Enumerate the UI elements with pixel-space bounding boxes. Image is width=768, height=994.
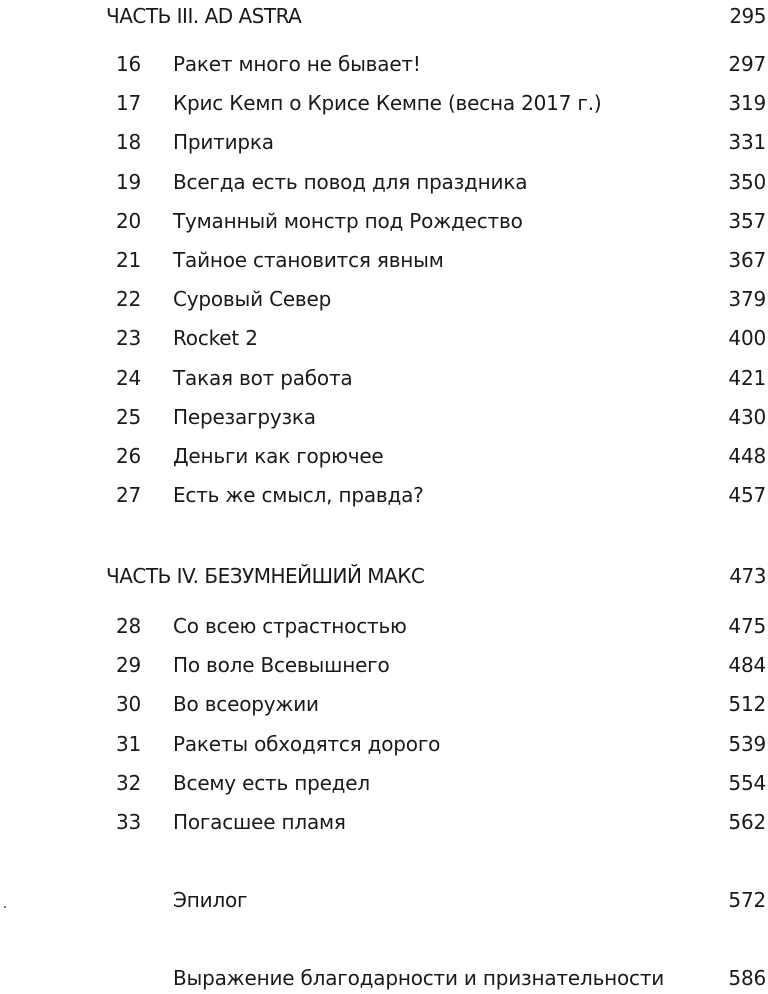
chapter-title: Со всею страстностью	[173, 614, 407, 638]
toc-entry-chapter-20[interactable]	[0, 205, 768, 237]
chapter-number: 25	[116, 405, 142, 429]
chapter-title: Притирка	[173, 130, 274, 154]
chapter-number: 17	[116, 91, 142, 115]
page-number: 554	[728, 771, 766, 795]
chapter-number: 28	[116, 614, 142, 638]
chapter-number: 20	[116, 209, 142, 233]
chapter-number: 27	[116, 483, 142, 507]
page-number: 475	[728, 614, 766, 638]
chapter-title: Суровый Север	[173, 287, 332, 311]
chapter-number: 31	[116, 732, 142, 756]
page-number: 484	[728, 653, 766, 677]
page-number: 512	[728, 692, 766, 716]
part-title: ЧАСТЬ III. AD ASTRA	[106, 4, 302, 28]
page-number: 473	[729, 564, 766, 588]
toc-entry-chapter-31[interactable]	[0, 728, 768, 760]
toc-entry-chapter-28[interactable]	[0, 610, 768, 642]
entry-title: Выражение благодарности и признательности	[173, 966, 665, 990]
toc-entry-chapter-25[interactable]	[0, 401, 768, 433]
toc-entry-chapter-33[interactable]	[0, 806, 768, 838]
chapter-number: 19	[116, 170, 142, 194]
page-number: 430	[728, 405, 766, 429]
chapter-number: 32	[116, 771, 142, 795]
chapter-title: Rocket 2	[173, 326, 258, 350]
toc-entry-chapter-18[interactable]	[0, 126, 768, 158]
toc-entry-chapter-21[interactable]	[0, 244, 768, 276]
page-number: 379	[728, 287, 766, 311]
chapter-number: 24	[116, 366, 142, 390]
toc-entry-chapter-26[interactable]	[0, 440, 768, 472]
page-number: 457	[728, 483, 766, 507]
entry-title: Эпилог	[173, 888, 248, 912]
chapter-number: 16	[116, 52, 142, 76]
page-number: 367	[728, 248, 766, 272]
chapter-number: 18	[116, 130, 142, 154]
chapter-title: Деньги как горючее	[173, 444, 384, 468]
part-heading-3[interactable]	[0, 0, 768, 32]
chapter-title: Такая вот работа	[173, 366, 353, 390]
chapter-title: Всегда есть повод для праздника	[173, 170, 528, 194]
page-number: 572	[728, 888, 766, 912]
chapter-title: Ракет много не бывает!	[173, 52, 421, 76]
part-title: ЧАСТЬ IV. БЕЗУМНЕЙШИЙ МАКС	[106, 564, 425, 588]
chapter-title: Ракеты обходятся дорого	[173, 732, 441, 756]
page-number: 539	[728, 732, 766, 756]
chapter-number: 23	[116, 326, 142, 350]
chapter-number: 29	[116, 653, 142, 677]
chapter-title: Туманный монстр под Рождество	[173, 209, 523, 233]
chapter-title: Крис Кемп о Крисе Кемпе (весна 2017 г.)	[173, 91, 602, 115]
part-heading-4[interactable]	[0, 560, 768, 592]
chapter-number: 30	[116, 692, 142, 716]
page-number: 562	[728, 810, 766, 834]
toc-entry-chapter-23[interactable]	[0, 322, 768, 354]
chapter-number: 22	[116, 287, 142, 311]
page-number: 295	[729, 4, 766, 28]
chapter-title: Погасшее пламя	[173, 810, 346, 834]
chapter-title: Всему есть предел	[173, 771, 370, 795]
page-number: 586	[728, 966, 766, 990]
toc-entry-chapter-27[interactable]	[0, 479, 768, 511]
chapter-number: 26	[116, 444, 142, 468]
toc-entry-chapter-17[interactable]	[0, 87, 768, 119]
toc-entry-chapter-22[interactable]	[0, 283, 768, 315]
chapter-title: Есть же смысл, правда?	[173, 483, 424, 507]
toc-entry-chapter-24[interactable]	[0, 362, 768, 394]
toc-entry-epilogue[interactable]	[0, 884, 768, 916]
toc-entry-acknowledgements[interactable]	[0, 962, 768, 994]
page-number: 350	[728, 170, 766, 194]
page-number: 357	[728, 209, 766, 233]
chapter-title: Тайное становится явным	[173, 248, 444, 272]
toc-entry-chapter-16[interactable]	[0, 48, 768, 80]
toc-entry-chapter-29[interactable]	[0, 649, 768, 681]
page-number: 421	[728, 366, 766, 390]
chapter-title: Во всеоружии	[173, 692, 319, 716]
chapter-number: 21	[116, 248, 142, 272]
chapter-title: Перезагрузка	[173, 405, 316, 429]
page-number: 331	[728, 130, 766, 154]
chapter-number: 33	[116, 810, 142, 834]
toc-entry-chapter-19[interactable]	[0, 166, 768, 198]
toc-entry-chapter-30[interactable]	[0, 688, 768, 720]
page-number: 448	[728, 444, 766, 468]
page-number: 319	[728, 91, 766, 115]
scan-speck	[4, 906, 6, 908]
page-number: 297	[728, 52, 766, 76]
page-number: 400	[728, 326, 766, 350]
chapter-title: По воле Всевышнего	[173, 653, 390, 677]
toc-entry-chapter-32[interactable]	[0, 767, 768, 799]
